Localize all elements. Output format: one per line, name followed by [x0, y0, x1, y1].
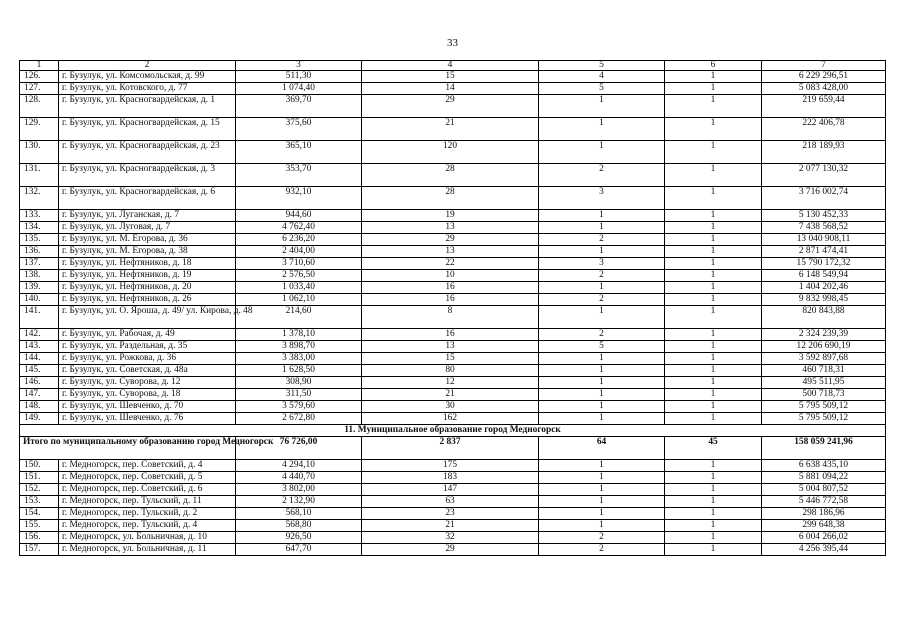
row-number: 146. — [20, 377, 59, 389]
col6-cell: 1 — [665, 164, 762, 187]
row-number: 149. — [20, 413, 59, 425]
area-cell: 353,70 — [236, 164, 362, 187]
address-cell: г. Бузулук, ул. Суворова, д. 18 — [59, 389, 236, 401]
area-cell: 1 628,50 — [236, 365, 362, 377]
total-c4-cell: 2 837 — [362, 437, 539, 460]
col4-cell: 13 — [362, 222, 539, 234]
col5-cell: 2 — [539, 164, 665, 187]
amount-cell: 6 148 549,94 — [762, 270, 886, 282]
area-cell: 944,60 — [236, 210, 362, 222]
col4-cell: 21 — [362, 118, 539, 141]
total-label: Итого по муниципальному образованию город Медногорск — [20, 437, 236, 460]
col5-cell: 5 — [539, 341, 665, 353]
col5-cell: 5 — [539, 83, 665, 95]
table-row — [20, 71, 886, 83]
col4-cell: 16 — [362, 329, 539, 341]
area-cell: 375,60 — [236, 118, 362, 141]
col5-cell: 1 — [539, 95, 665, 118]
area-cell: 2 404,00 — [236, 246, 362, 258]
col6-cell: 1 — [665, 532, 762, 544]
address-cell: г. Бузулук, ул. Шевченко, д. 76 — [59, 413, 236, 425]
amount-cell: 298 186,96 — [762, 508, 886, 520]
col6-cell: 1 — [665, 520, 762, 532]
address-cell: г. Бузулук, ул. Нефтяников, д. 26 — [59, 294, 236, 306]
col6-cell: 1 — [665, 377, 762, 389]
table-row — [20, 401, 886, 413]
amount-cell: 5 083 428,00 — [762, 83, 886, 95]
table-row — [20, 460, 886, 472]
col4-cell: 8 — [362, 306, 539, 329]
table-row — [20, 118, 886, 141]
col4-cell: 28 — [362, 187, 539, 210]
col6-cell: 1 — [665, 294, 762, 306]
row-number: 142. — [20, 329, 59, 341]
col4-cell: 23 — [362, 508, 539, 520]
area-cell: 3 802,00 — [236, 484, 362, 496]
col6-cell: 1 — [665, 389, 762, 401]
col5-cell: 2 — [539, 329, 665, 341]
area-cell: 647,70 — [236, 544, 362, 556]
row-number: 131. — [20, 164, 59, 187]
col6-cell: 1 — [665, 210, 762, 222]
amount-cell: 5 130 452,33 — [762, 210, 886, 222]
table-row — [20, 95, 886, 118]
col4-cell: 29 — [362, 234, 539, 246]
area-cell: 568,10 — [236, 508, 362, 520]
table-row — [20, 496, 886, 508]
col5-cell: 1 — [539, 520, 665, 532]
column-header: 2 — [59, 61, 236, 71]
table-row — [20, 246, 886, 258]
address-cell: г. Бузулук, ул. Луганская, д. 7 — [59, 210, 236, 222]
table-row — [20, 508, 886, 520]
area-cell: 511,30 — [236, 71, 362, 83]
col5-cell: 1 — [539, 306, 665, 329]
row-number: 147. — [20, 389, 59, 401]
col5-cell: 1 — [539, 401, 665, 413]
address-cell: г. Бузулук, ул. Красногвардейская, д. 3 — [59, 164, 236, 187]
area-cell: 932,10 — [236, 187, 362, 210]
address-cell: г. Бузулук, ул. Нефтяников, д. 19 — [59, 270, 236, 282]
area-cell: 2 132,90 — [236, 496, 362, 508]
area-cell: 308,90 — [236, 377, 362, 389]
col5-cell: 1 — [539, 484, 665, 496]
col4-cell: 13 — [362, 246, 539, 258]
col6-cell: 1 — [665, 341, 762, 353]
row-number: 134. — [20, 222, 59, 234]
col4-cell: 32 — [362, 532, 539, 544]
col4-cell: 15 — [362, 353, 539, 365]
address-cell: г. Медногорск, пер. Советский, д. 4 — [59, 460, 236, 472]
amount-cell: 820 843,88 — [762, 306, 886, 329]
amount-cell: 4 256 395,44 — [762, 544, 886, 556]
row-number: 143. — [20, 341, 59, 353]
address-cell: г. Бузулук, ул. Луговая, д. 7 — [59, 222, 236, 234]
col6-cell: 1 — [665, 282, 762, 294]
table-row — [20, 83, 886, 95]
col5-cell: 1 — [539, 118, 665, 141]
area-cell: 4 762,40 — [236, 222, 362, 234]
col4-cell: 21 — [362, 520, 539, 532]
col4-cell: 16 — [362, 282, 539, 294]
col5-cell: 1 — [539, 282, 665, 294]
col6-cell: 1 — [665, 222, 762, 234]
amount-cell: 6 004 266,02 — [762, 532, 886, 544]
amount-cell: 3 592 897,68 — [762, 353, 886, 365]
col5-cell: 2 — [539, 294, 665, 306]
table-row — [20, 294, 886, 306]
column-header: 7 — [762, 61, 886, 71]
row-number: 137. — [20, 258, 59, 270]
area-cell: 6 236,20 — [236, 234, 362, 246]
registry-table — [19, 60, 886, 556]
col4-cell: 80 — [362, 365, 539, 377]
row-number: 128. — [20, 95, 59, 118]
col6-cell: 1 — [665, 329, 762, 341]
address-cell: г. Бузулук, ул. Нефтяников, д. 20 — [59, 282, 236, 294]
col6-cell: 1 — [665, 460, 762, 472]
address-cell: г. Бузулук, ул. Красногвардейская, д. 15 — [59, 118, 236, 141]
row-number: 155. — [20, 520, 59, 532]
col5-cell: 1 — [539, 508, 665, 520]
amount-cell: 5 446 772,58 — [762, 496, 886, 508]
col6-cell: 1 — [665, 365, 762, 377]
column-header: 5 — [539, 61, 665, 71]
col5-cell: 1 — [539, 389, 665, 401]
total-row — [20, 437, 886, 460]
table-row — [20, 377, 886, 389]
address-cell: г. Бузулук, ул. М. Егорова, д. 38 — [59, 246, 236, 258]
area-cell: 926,50 — [236, 532, 362, 544]
col5-cell: 2 — [539, 270, 665, 282]
row-number: 130. — [20, 141, 59, 164]
col4-cell: 183 — [362, 472, 539, 484]
col6-cell: 1 — [665, 413, 762, 425]
area-cell: 369,70 — [236, 95, 362, 118]
row-number: 135. — [20, 234, 59, 246]
address-cell: г. Медногорск, ул. Больничная, д. 11 — [59, 544, 236, 556]
address-cell: г. Медногорск, пер. Советский, д. 6 — [59, 484, 236, 496]
col6-cell: 1 — [665, 508, 762, 520]
address-cell: г. Медногорск, пер. Тульский, д. 11 — [59, 496, 236, 508]
amount-cell: 1 404 202,46 — [762, 282, 886, 294]
col5-cell: 1 — [539, 472, 665, 484]
row-number: 151. — [20, 472, 59, 484]
amount-cell: 5 881 094,22 — [762, 472, 886, 484]
total-c5-cell: 64 — [539, 437, 665, 460]
col4-cell: 147 — [362, 484, 539, 496]
table-row — [20, 389, 886, 401]
table-row — [20, 484, 886, 496]
table-row — [20, 306, 886, 329]
col5-cell: 1 — [539, 222, 665, 234]
table-row — [20, 520, 886, 532]
address-cell: г. Бузулук, ул. Красногвардейская, д. 1 — [59, 95, 236, 118]
area-cell: 214,60 — [236, 306, 362, 329]
column-header: 4 — [362, 61, 539, 71]
row-number: 152. — [20, 484, 59, 496]
address-cell: г. Бузулук, ул. Советская, д. 48а — [59, 365, 236, 377]
col4-cell: 13 — [362, 341, 539, 353]
amount-cell: 2 871 474,41 — [762, 246, 886, 258]
col6-cell: 1 — [665, 472, 762, 484]
amount-cell: 495 511,95 — [762, 377, 886, 389]
amount-cell: 5 795 509,12 — [762, 413, 886, 425]
col6-cell: 1 — [665, 246, 762, 258]
col6-cell: 1 — [665, 353, 762, 365]
amount-cell: 9 832 998,45 — [762, 294, 886, 306]
table-row — [20, 532, 886, 544]
col5-cell: 1 — [539, 210, 665, 222]
col4-cell: 22 — [362, 258, 539, 270]
col5-cell: 1 — [539, 353, 665, 365]
col6-cell: 1 — [665, 401, 762, 413]
row-number: 139. — [20, 282, 59, 294]
table-row — [20, 353, 886, 365]
area-cell: 4 294,10 — [236, 460, 362, 472]
amount-cell: 299 648,38 — [762, 520, 886, 532]
table-row — [20, 329, 886, 341]
col6-cell: 1 — [665, 83, 762, 95]
table-row — [20, 472, 886, 484]
row-number: 157. — [20, 544, 59, 556]
row-number: 150. — [20, 460, 59, 472]
col4-cell: 21 — [362, 389, 539, 401]
col5-cell: 2 — [539, 234, 665, 246]
amount-cell: 6 638 435,10 — [762, 460, 886, 472]
col6-cell: 1 — [665, 234, 762, 246]
amount-cell: 15 790 172,32 — [762, 258, 886, 270]
col4-cell: 16 — [362, 294, 539, 306]
address-cell: г. Бузулук, ул. Рожкова, д. 36 — [59, 353, 236, 365]
area-cell: 1 378,10 — [236, 329, 362, 341]
col5-cell: 3 — [539, 187, 665, 210]
row-number: 126. — [20, 71, 59, 83]
col4-cell: 10 — [362, 270, 539, 282]
column-header: 3 — [236, 61, 362, 71]
row-number: 144. — [20, 353, 59, 365]
row-number: 153. — [20, 496, 59, 508]
amount-cell: 218 189,93 — [762, 141, 886, 164]
col4-cell: 30 — [362, 401, 539, 413]
total-c7-cell: 158 059 241,96 — [762, 437, 886, 460]
area-cell: 4 440,70 — [236, 472, 362, 484]
table-row — [20, 234, 886, 246]
col4-cell: 120 — [362, 141, 539, 164]
row-number: 148. — [20, 401, 59, 413]
table-row — [20, 282, 886, 294]
address-cell: г. Медногорск, пер. Советский, д. 5 — [59, 472, 236, 484]
col4-cell: 15 — [362, 71, 539, 83]
amount-cell: 7 438 568,52 — [762, 222, 886, 234]
area-cell: 1 074,40 — [236, 83, 362, 95]
col5-cell: 2 — [539, 532, 665, 544]
address-cell: г. Бузулук, ул. Рабочая, д. 49 — [59, 329, 236, 341]
amount-cell: 2 324 239,39 — [762, 329, 886, 341]
area-cell: 311,50 — [236, 389, 362, 401]
col5-cell: 4 — [539, 71, 665, 83]
table-row — [20, 413, 886, 425]
col5-cell: 1 — [539, 365, 665, 377]
col5-cell: 1 — [539, 377, 665, 389]
row-number: 132. — [20, 187, 59, 210]
area-cell: 3 898,70 — [236, 341, 362, 353]
column-header: 1 — [20, 61, 59, 71]
amount-cell: 2 077 130,32 — [762, 164, 886, 187]
row-number: 138. — [20, 270, 59, 282]
col4-cell: 29 — [362, 544, 539, 556]
col6-cell: 1 — [665, 118, 762, 141]
col6-cell: 1 — [665, 187, 762, 210]
page-number: 33 — [447, 37, 458, 49]
col5-cell: 1 — [539, 460, 665, 472]
row-number: 154. — [20, 508, 59, 520]
row-number: 156. — [20, 532, 59, 544]
table-row — [20, 187, 886, 210]
address-cell: г. Бузулук, ул. Красногвардейская, д. 23 — [59, 141, 236, 164]
col5-cell: 1 — [539, 413, 665, 425]
row-number: 127. — [20, 83, 59, 95]
address-cell: г. Медногорск, ул. Больничная, д. 10 — [59, 532, 236, 544]
row-number: 129. — [20, 118, 59, 141]
area-cell: 1 033,40 — [236, 282, 362, 294]
col4-cell: 175 — [362, 460, 539, 472]
table-row — [20, 341, 886, 353]
address-cell: г. Бузулук, ул. Шевченко, д. 70 — [59, 401, 236, 413]
row-number: 145. — [20, 365, 59, 377]
col4-cell: 162 — [362, 413, 539, 425]
col4-cell: 12 — [362, 377, 539, 389]
total-c3-cell: 76 726,00 — [236, 437, 362, 460]
amount-cell: 13 040 908,11 — [762, 234, 886, 246]
column-number-row — [20, 61, 886, 71]
area-cell: 1 062,10 — [236, 294, 362, 306]
col5-cell: 2 — [539, 544, 665, 556]
table-row — [20, 164, 886, 187]
amount-cell: 12 206 690,19 — [762, 341, 886, 353]
col6-cell: 1 — [665, 484, 762, 496]
address-cell: г. Медногорск, пер. Тульский, д. 4 — [59, 520, 236, 532]
amount-cell: 3 716 002,74 — [762, 187, 886, 210]
address-cell: г. Бузулук, ул. М. Егорова, д. 36 — [59, 234, 236, 246]
row-number: 140. — [20, 294, 59, 306]
col6-cell: 1 — [665, 306, 762, 329]
col6-cell: 1 — [665, 270, 762, 282]
amount-cell: 500 718,73 — [762, 389, 886, 401]
table-row — [20, 222, 886, 234]
section-title: 11. Муниципальное образование город Медногорск — [20, 425, 886, 437]
table-row — [20, 258, 886, 270]
amount-cell: 5 795 509,12 — [762, 401, 886, 413]
address-cell: г. Бузулук, ул. О. Яроша, д. 49/ ул. Кирова, д. 48 — [59, 306, 236, 329]
area-cell: 568,80 — [236, 520, 362, 532]
area-cell: 2 672,80 — [236, 413, 362, 425]
area-cell: 3 383,00 — [236, 353, 362, 365]
address-cell: г. Бузулук, ул. Комсомольская, д. 99 — [59, 71, 236, 83]
row-number: 141. — [20, 306, 59, 329]
amount-cell: 460 718,31 — [762, 365, 886, 377]
area-cell: 3 710,60 — [236, 258, 362, 270]
table-row — [20, 210, 886, 222]
col4-cell: 19 — [362, 210, 539, 222]
amount-cell: 6 229 296,51 — [762, 71, 886, 83]
col5-cell: 1 — [539, 496, 665, 508]
col6-cell: 1 — [665, 141, 762, 164]
address-cell: г. Бузулук, ул. Раздельная, д. 35 — [59, 341, 236, 353]
table-row — [20, 270, 886, 282]
col5-cell: 1 — [539, 141, 665, 164]
table-row — [20, 365, 886, 377]
section-header-row — [20, 425, 886, 437]
table-row — [20, 544, 886, 556]
col4-cell: 63 — [362, 496, 539, 508]
col6-cell: 1 — [665, 496, 762, 508]
area-cell: 365,10 — [236, 141, 362, 164]
col4-cell: 29 — [362, 95, 539, 118]
row-number: 133. — [20, 210, 59, 222]
address-cell: г. Бузулук, ул. Нефтяников, д. 18 — [59, 258, 236, 270]
col6-cell: 1 — [665, 95, 762, 118]
row-number: 136. — [20, 246, 59, 258]
col5-cell: 3 — [539, 258, 665, 270]
amount-cell: 219 659,44 — [762, 95, 886, 118]
col6-cell: 1 — [665, 544, 762, 556]
address-cell: г. Медногорск, пер. Тульский, д. 2 — [59, 508, 236, 520]
col6-cell: 1 — [665, 258, 762, 270]
table-row — [20, 141, 886, 164]
table-body — [20, 61, 886, 556]
amount-cell: 222 406,78 — [762, 118, 886, 141]
col5-cell: 1 — [539, 246, 665, 258]
col4-cell: 28 — [362, 164, 539, 187]
area-cell: 2 576,50 — [236, 270, 362, 282]
area-cell: 3 579,60 — [236, 401, 362, 413]
column-header: 6 — [665, 61, 762, 71]
amount-cell: 5 004 807,52 — [762, 484, 886, 496]
address-cell: г. Бузулук, ул. Красногвардейская, д. 6 — [59, 187, 236, 210]
address-cell: г. Бузулук, ул. Суворова, д. 12 — [59, 377, 236, 389]
total-c6-cell: 45 — [665, 437, 762, 460]
col6-cell: 1 — [665, 71, 762, 83]
address-cell: г. Бузулук, ул. Котовского, д. 77 — [59, 83, 236, 95]
col4-cell: 14 — [362, 83, 539, 95]
